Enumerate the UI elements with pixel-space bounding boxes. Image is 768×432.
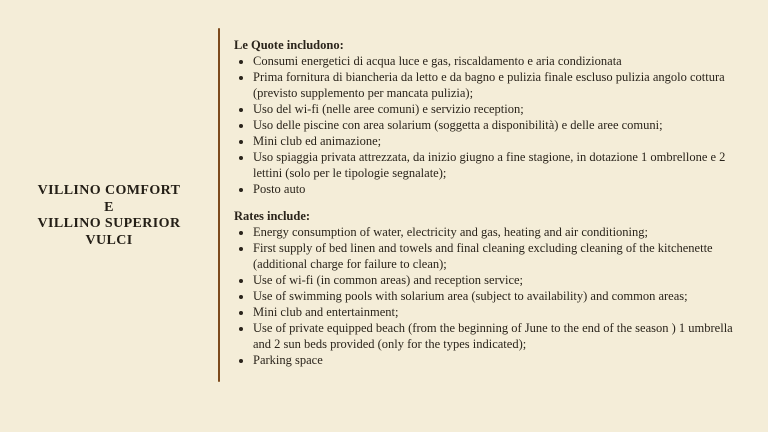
list-item: • Uso del wi-fi (nelle aree comuni) e servizio reception; [253, 101, 742, 117]
list-item: • Energy consumption of water, electricity and gas, heating and air conditioning; [253, 224, 742, 240]
list-item: • First supply of bed linen and towels and final cleaning excluding cleaning of the kitchenette (additional charge for failure to clean); [253, 240, 742, 272]
property-title-line: VILLINO SUPERIOR [37, 216, 181, 231]
included-list-italian [234, 53, 742, 197]
list-item: • Use of wi-fi (in common areas) and reception service; [253, 272, 742, 288]
section-italian-rates [234, 37, 742, 197]
list-item: • Prima fornitura di biancheria da letto e da bagno e pulizia finale escluso pulizia angolo cottura (previsto supplemento per mancata pulizia); [253, 69, 742, 101]
title-panel [0, 0, 218, 432]
list-item: • Use of private equipped beach (from the beginning of June to the end of the season ) 1 umbrella and 2 sun beds provided (only for the types indicated); [253, 320, 742, 352]
list-item: • Parking space [253, 352, 742, 368]
list-item: • Uso delle piscine con area solarium (soggetta a disponibilità) e delle aree comuni; [253, 117, 742, 133]
list-item: • Posto auto [253, 181, 742, 197]
property-title-line: VULCI [85, 232, 133, 248]
included-list-english [234, 224, 742, 368]
content-panel [220, 0, 768, 432]
list-item: • Mini club ed animazione; [253, 133, 742, 149]
section-english-rates [234, 208, 742, 368]
property-title-line: VILLINO COMFORT [37, 183, 181, 198]
section-heading: Le Quote includono: [234, 38, 344, 52]
list-item: • Mini club and entertainment; [253, 304, 742, 320]
property-title-line: E [104, 199, 114, 215]
list-item: • Use of swimming pools with solarium area (subject to availability) and common areas; [253, 288, 742, 304]
list-item: • Consumi energetici di acqua luce e gas, riscaldamento e aria condizionata [253, 53, 742, 69]
section-heading: Rates include: [234, 209, 311, 223]
list-item: • Uso spiaggia privata attrezzata, da inizio giugno a fine stagione, in dotazione 1 ombrellone e 2 lettini (solo per le tipologie segnalate); [253, 149, 742, 181]
